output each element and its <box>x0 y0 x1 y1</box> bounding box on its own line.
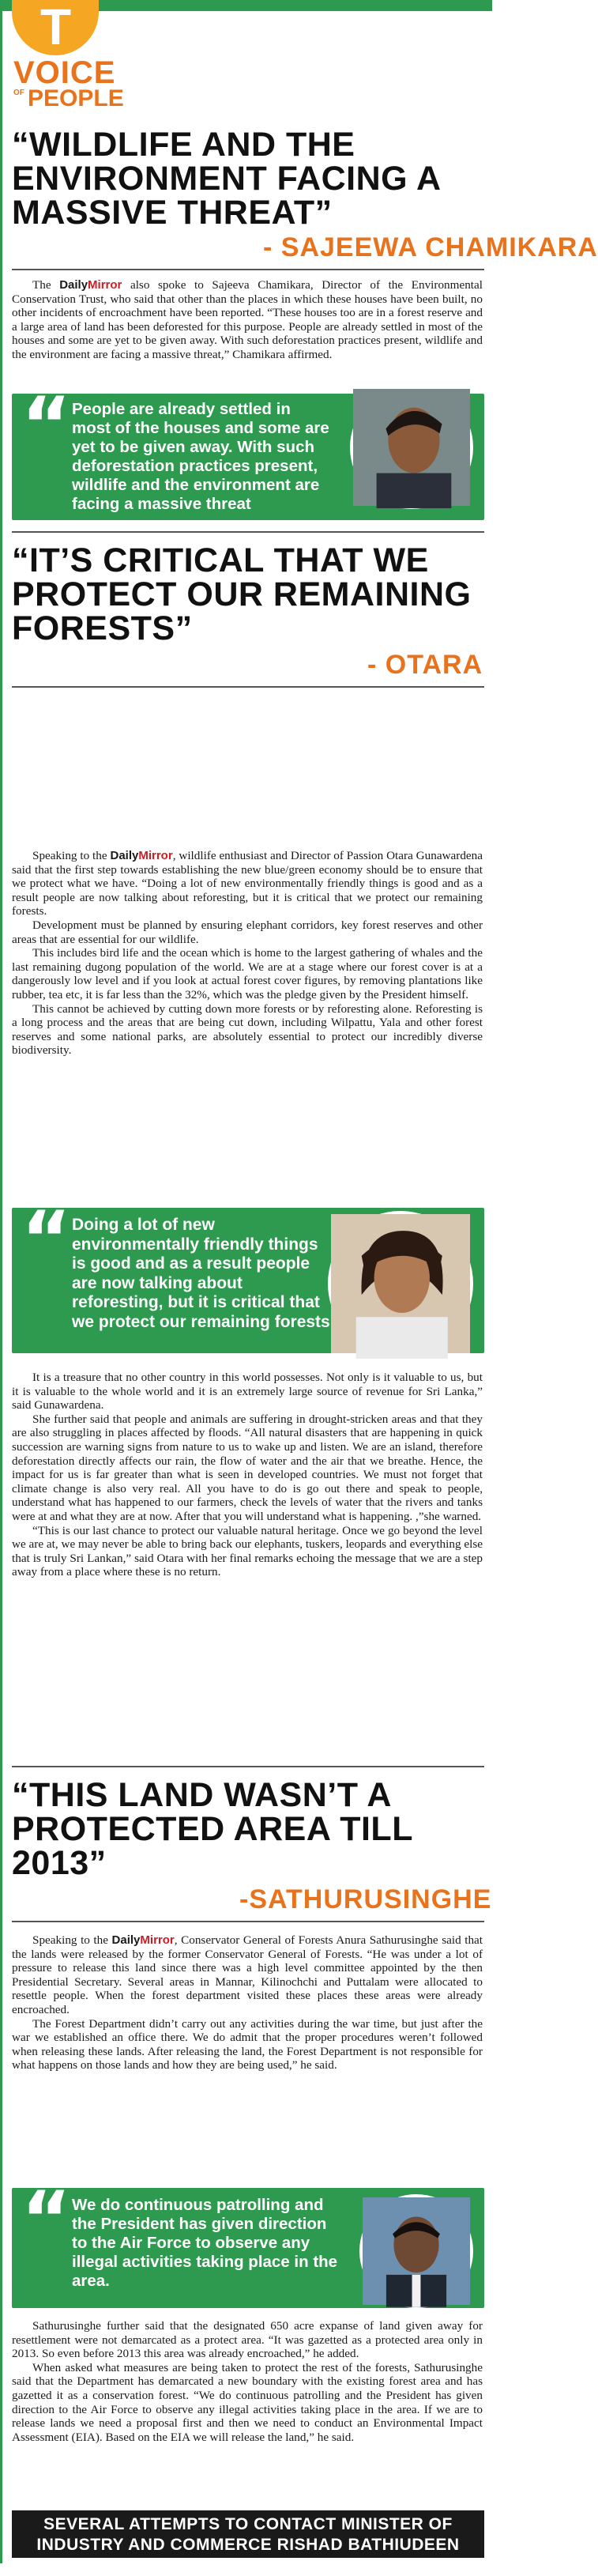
byline-3: -SATHURUSINGHE <box>239 1884 492 1914</box>
pull-quote-text: Doing a lot of new environmentally friendly things is good and as a result people are now talking about reforesting, but it is critical that we protect our remaining forests <box>72 1216 330 1331</box>
headline-2: “IT’S CRITICAL THAT WE PROTECT OUR REMAINING FORESTS” <box>12 541 472 647</box>
paragraph: The DailyMirror also spoke to Sajeeva Chamikara, Director of the Environmental Conservation Trust, who said that other than the places in which these houses have been built, no other incidents of encroachment have been reported. “These houses too are in a forest reserve and a large area of land has been deforested for this purpose. People are already settled in most of the houses and some are yet to be given away. With such deforestation practices present, wildlife and the environment are facing a massive threat,” Chamikara affirmed. <box>12 278 483 361</box>
pull-quote-3 <box>12 2175 484 2308</box>
pull-quote-text: We do continuous patrolling and the President has given direction to the Air Force to observe any illegal activities taking place in the area. <box>72 2196 338 2290</box>
brand-daily-mirror: DailyMirror <box>111 1933 175 1947</box>
article-body-1 <box>12 278 483 362</box>
quote-mark-icon: “ <box>21 2175 72 2264</box>
brand-daily-mirror: DailyMirror <box>110 849 173 862</box>
paragraph: She further said that people and animals are suffering in drought-stricken areas and that they are also struggling in places affected by floods. “All natural disasters that are happening in quick succession are warning signs from nature to us to wake up and listen. We are an island, therefore deforestation directly affects our rain, the flow of water and the air that we breathe. Hence, the impact for us is far greater than what is seen in developed countries. We must not forget that climate change is also very real. All you have to do is go out there and speak to people, understand what has happened to our farmers, check the levels of water that the rivers and tanks were at and what they are at now. After that you will understand what is happening. ,”she warned. <box>12 1412 483 1523</box>
headline-3: “THIS LAND WASN’T A PROTECTED AREA TILL 2013” <box>12 1776 413 1882</box>
section-badge <box>12 0 99 55</box>
badge-letter: T <box>40 0 72 55</box>
paragraph: “This is our last chance to protect our valuable natural heritage. Once we go beyond the level we are at, we may never be able to bring back our elephants, tuskers, leopards and everything else that is truly Sri Lankan,” said Otara with her final remarks echoing the message that we are a step away from a place where these is no return. <box>12 1523 483 1579</box>
article-body-3a <box>12 1933 483 2072</box>
pull-quote-2 <box>12 1195 484 1353</box>
pull-quote-1 <box>12 381 484 520</box>
quote-mark-icon: “ <box>21 1195 72 1284</box>
portrait-photo-otara <box>328 1211 473 1356</box>
pull-quote-text: People are already settled in most of the houses and some are yet to be given away. With such deforestation practices present, wildlife and the environment are facing a massive threat <box>72 400 329 513</box>
paragraph: The Forest Department didn’t carry out any activities during the war time, but just after the war we established an office there. We do admit that the proper procedures weren’t followed when releasing these lands. After releasing the land, the Forest Department is not responsible for what happens on those lands and how they are being used,” he said. <box>12 2016 483 2072</box>
quote-mark-icon: “ <box>21 381 72 470</box>
divider <box>12 1921 484 1922</box>
portrait-photo-sathurusinghe <box>359 2194 473 2308</box>
article-body-2a <box>12 849 483 1058</box>
paragraph: This includes bird life and the ocean which is home to the largest gathering of whales and the last remaining dugong population of the world. We are at a stage where our forest cover is at a dangerously low level and if you look at actual forest cover figures, by removing plantations like rubber, tea etc, it is far less than the 32%, which was the pledge given by the President himself. <box>12 946 483 1001</box>
headline-1: “WILDLIFE AND THE ENVIRONMENT FACING A MASSIVE THREAT” <box>12 126 440 232</box>
brand-daily-mirror: DailyMirror <box>59 278 122 292</box>
paragraph: Sathurusinghe further said that the designated 650 acre expanse of land given away for resettlement were not demarcated as a protect area. “It was gazetted as a protected area only in 2013. So even before 2013 this area was already encroached,” he added. <box>12 2319 483 2361</box>
divider <box>12 1766 484 1767</box>
paragraph: This cannot be achieved by cutting down more forests or by reforesting alone. Reforesting is a long process and the areas that are being cut down, including Wilpattu, Yala and other forest reserves and some national parks, are absolutely essential to protect our incredibly diverse biodiversity. <box>12 1001 483 1058</box>
divider <box>12 269 484 270</box>
section-title-of: OF <box>13 89 24 97</box>
portrait-photo-chamikara <box>350 386 473 509</box>
article-body-2b <box>12 1371 483 1579</box>
divider <box>12 686 484 688</box>
divider <box>12 531 484 533</box>
article-body-3b <box>12 2319 483 2444</box>
section-title-voice: VOICE <box>13 55 116 90</box>
section-title-people: PEOPLE <box>28 85 124 111</box>
paragraph: When asked what measures are being taken to protect the rest of the forests, Sathurusinghe said that the Department has demarcated a new boundary with the existing forest area and has gazetted it as a conservation forest. “We do continuous patrolling and the President has given direction to the Air Force to observe any illegal activities taking place in the area. If we are to release lands we need a proposal first and then we need to conduct an Environmental Impact Assessment (EIA). Based on the EIA we will release the land,” he said. <box>12 2360 483 2444</box>
paragraph: Speaking to the DailyMirror, wildlife enthusiast and Director of Passion Otara Gunawardena said that the first step towards establishing the new blue/green economy should be to ensure that we protect what we have. “Doing a lot of new environmentally friendly things is good and as a result people are now talking about reforesting, but it is critical that we protect our remaining forests. <box>12 849 483 918</box>
byline-2: - OTARA <box>367 650 483 680</box>
paragraph: It is a treasure that no other country in this world possesses. Not only is it valuable to us, but it is valuable to the whole world and it is an extremely large source of revenue for Sri Lanka,” said Gunawardena. <box>12 1371 483 1412</box>
byline-1: - SAJEEWA CHAMIKARA <box>263 232 598 262</box>
paragraph: Speaking to the DailyMirror, Conservator General of Forests Anura Sathurusinghe said that the lands were released by the former Conservator General of Forests. “He was under a lot of pressure to release this land since there was a high level committee appointed by the then Presidential Secretary. Several areas in Mannar, Kilinochchi and Puttalam were allocated to resettle people. When the forest department visited these places these areas were already encroached. <box>12 1933 483 2016</box>
paragraph: Development must be planned by ensuring elephant corridors, key forest reserves and other areas that are essential for our wildlife. <box>12 918 483 946</box>
footer-note: SEVERAL ATTEMPTS TO CONTACT MINISTER OF INDUSTRY AND COMMERCE RISHAD BATHIUDEEN PROVED FUTILE. <box>12 2510 484 2558</box>
